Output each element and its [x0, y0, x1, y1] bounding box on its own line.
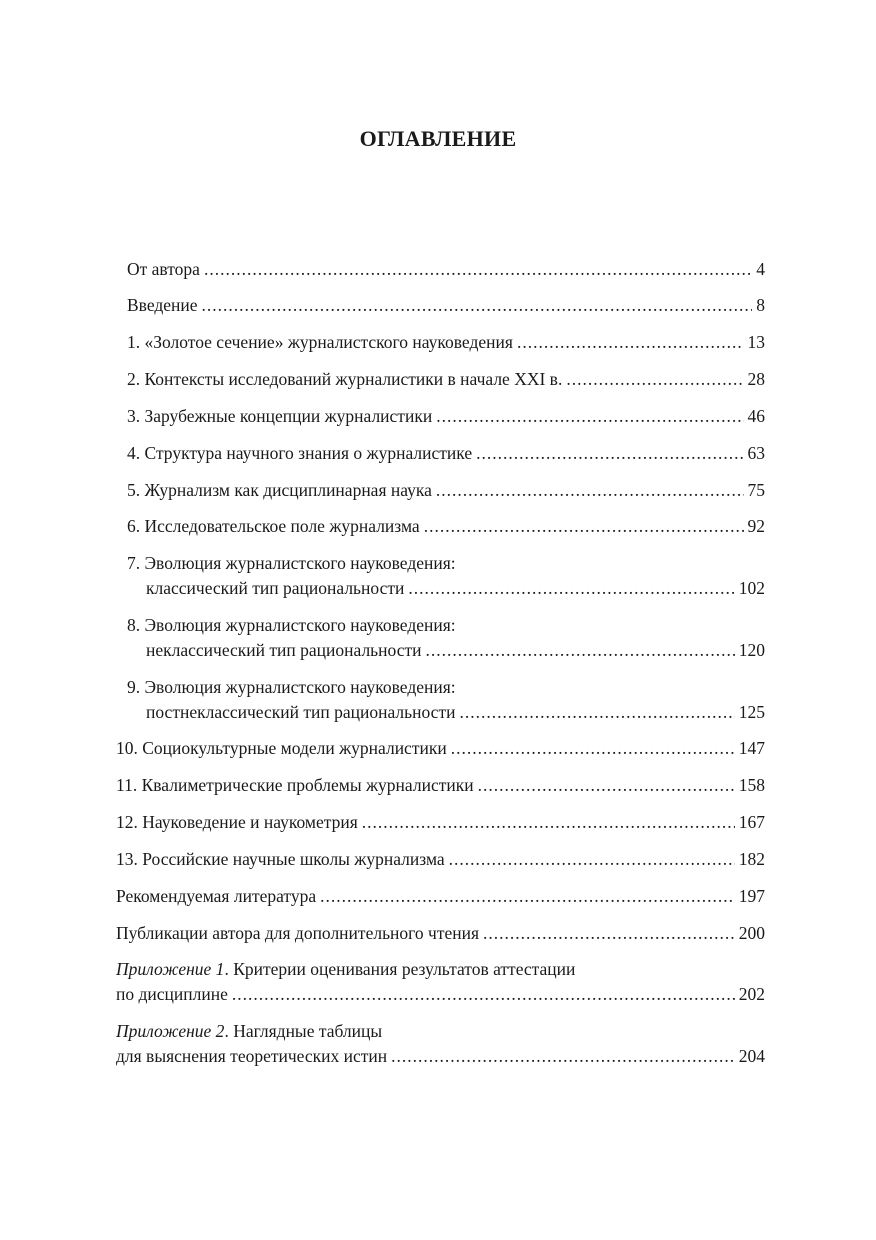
- toc-entry[interactable]: [116, 773, 765, 798]
- dot-leader: [424, 514, 744, 539]
- toc-entry[interactable]: [127, 330, 765, 355]
- toc-entry[interactable]: [116, 884, 765, 909]
- toc-entry[interactable]: [116, 1019, 765, 1069]
- toc-entry-title: От автора: [127, 259, 200, 279]
- page-title: ОГЛАВЛЕНИЕ: [359, 126, 517, 151]
- toc-entry[interactable]: [127, 367, 765, 392]
- toc-entry-title: 7. Эволюция журналистского науковедения:: [127, 553, 456, 573]
- toc-entry-page: 102: [738, 578, 765, 598]
- dot-leader: [362, 810, 735, 835]
- toc-entry-page: 92: [747, 516, 765, 536]
- toc-entry-page: 63: [747, 443, 765, 463]
- toc-entry-title: Рекомендуемая литература: [116, 886, 317, 906]
- toc-entry-title: 10. Социокультурные модели журналистики: [116, 738, 447, 758]
- toc-entry-title: 8. Эволюция журналистского науковедения:: [127, 615, 456, 635]
- toc-entry[interactable]: [127, 293, 765, 318]
- toc-entry-title-continued: неклассический тип рациональности: [146, 640, 422, 660]
- toc-entry[interactable]: [127, 478, 765, 503]
- toc-entry-page: 75: [747, 480, 765, 500]
- toc-entry-title-continued: классический тип рациональности: [146, 578, 405, 598]
- dot-leader: [408, 576, 734, 601]
- toc-entry-title: 1. «Золотое сечение» журналистского науковедения: [127, 332, 513, 352]
- toc-entry-title-continued: по дисциплине: [116, 984, 228, 1004]
- dot-leader: [202, 293, 753, 318]
- toc-entry-title: 13. Российские научные школы журнализма: [116, 849, 445, 869]
- toc-entry[interactable]: [127, 551, 765, 601]
- dot-leader: [517, 330, 744, 355]
- toc-entry-page: 46: [747, 406, 765, 426]
- toc-entry-page: 28: [747, 369, 765, 389]
- toc-entry-title: 9. Эволюция журналистского науковедения:: [127, 677, 456, 697]
- toc-entry-page: 120: [738, 640, 765, 660]
- toc-entry-title: 2. Контексты исследований журналистики в начале XXI в.: [127, 369, 563, 389]
- toc-entry[interactable]: [116, 847, 765, 872]
- toc-entry[interactable]: [116, 957, 765, 1007]
- toc-entry[interactable]: [127, 613, 765, 663]
- toc-entry-title-continued: постнеклассический тип рациональности: [146, 702, 456, 722]
- toc-entry-title: . Критерии оценивания результатов аттестации: [224, 959, 576, 979]
- dot-leader: [436, 478, 744, 503]
- dot-leader: [476, 441, 743, 466]
- toc-entry-page: 13: [747, 332, 765, 352]
- dot-leader: [449, 847, 735, 872]
- toc-entry-page: 182: [738, 849, 765, 869]
- toc-entry[interactable]: [127, 441, 765, 466]
- toc-entry[interactable]: [127, 257, 765, 282]
- dot-leader: [459, 700, 734, 725]
- toc-entry-page: 204: [738, 1046, 765, 1066]
- toc-entry-title: . Наглядные таблицы: [224, 1021, 383, 1041]
- toc-entry-page: 197: [738, 886, 765, 906]
- toc-entry[interactable]: [116, 921, 765, 946]
- toc-entry-title: 11. Квалиметрические проблемы журналистики: [116, 775, 474, 795]
- dot-leader: [566, 367, 743, 392]
- toc-entry-page: 158: [738, 775, 765, 795]
- toc-entry-page: 4: [756, 259, 765, 279]
- dot-leader: [478, 773, 735, 798]
- appendix-label: Приложение 2: [116, 1021, 225, 1041]
- toc-entry-page: 8: [756, 295, 765, 315]
- dot-leader: [232, 982, 735, 1007]
- dot-leader: [426, 638, 735, 663]
- toc-entry-title: 3. Зарубежные концепции журналистики: [127, 406, 433, 426]
- toc-entry-title: Введение: [127, 295, 198, 315]
- dot-leader: [436, 404, 743, 429]
- toc-entry-title-continued: для выяснения теоретических истин: [116, 1046, 388, 1066]
- dot-leader: [204, 257, 752, 282]
- dot-leader: [451, 736, 735, 761]
- toc-entry[interactable]: [127, 514, 765, 539]
- dot-leader: [320, 884, 735, 909]
- toc-entry[interactable]: [127, 675, 765, 725]
- toc-entry-title: 6. Исследовательское поле журнализма: [127, 516, 420, 536]
- toc-entry-page: 167: [738, 812, 765, 832]
- dot-leader: [391, 1044, 735, 1069]
- toc-entry-page: 147: [738, 738, 765, 758]
- toc-entry[interactable]: [116, 736, 765, 761]
- toc-entry[interactable]: [116, 810, 765, 835]
- toc-entry-title: Публикации автора для дополнительного чтения: [116, 923, 480, 943]
- dot-leader: [483, 921, 735, 946]
- toc-entry-title: 5. Журнализм как дисциплинарная наука: [127, 480, 432, 500]
- toc-entry-page: 125: [738, 702, 765, 722]
- appendix-label: Приложение 1: [116, 959, 225, 979]
- toc-entry-title: 12. Науковедение и наукометрия: [116, 812, 358, 832]
- toc-entry-title: 4. Структура научного знания о журналистике: [127, 443, 473, 463]
- toc-entry-page: 202: [738, 984, 765, 1004]
- toc-entry[interactable]: [127, 404, 765, 429]
- toc-entry-page: 200: [738, 923, 765, 943]
